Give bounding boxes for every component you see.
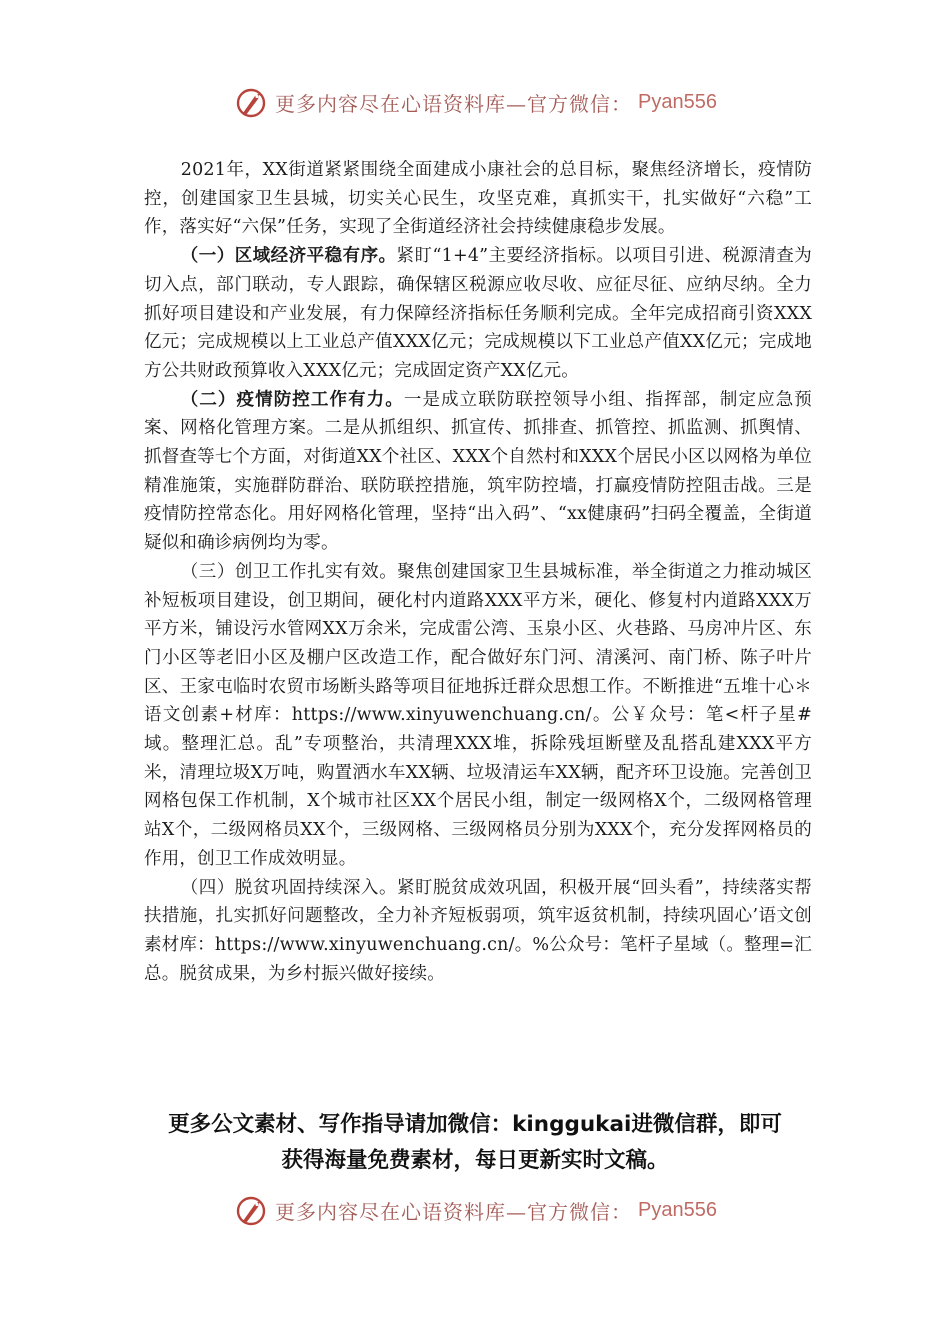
pen-nib-logo-icon <box>233 84 269 120</box>
banner-text: 更多内容尽在心语资料库—官方微信： <box>275 91 633 116</box>
paragraph-text: 紧盯“1+4”主要经济指标。以项目引进、税源清查为切入点，部门联动，专人跟踪，确保辖区税源应收尽收、应征尽征、应纳尽纳。全力抓好项目建设和产业发展，有力保障经济指标任务顺利完成。全年完成招商引资XXX亿元；完成规模以上工业总产值XXX亿元；完成规模以下工业总产值XX亿元；完成地方公共财政预算收入XXX亿元；完成固定资产XX亿元。 <box>144 246 812 381</box>
wechat-handle: Pyan556 <box>638 1198 717 1221</box>
paragraph-economy <box>144 242 812 386</box>
paragraph-poverty <box>144 874 812 989</box>
paragraph-sanitation <box>144 558 812 874</box>
footer-banner <box>0 1188 950 1232</box>
paragraph-intro <box>144 156 812 242</box>
promo-notice <box>0 1107 950 1179</box>
paragraph-text: 2021年，XX街道紧紧围绕全面建成小康社会的总目标，聚焦经济增长，疫情防控，创建国家卫生县城，切实关心民生，攻坚克难，真抓实干，扎实做好“六稳”工作，落实好“六保”任务，实现了全街道经济社会持续健康稳步发展。 <box>144 160 812 238</box>
promo-line-2: 获得海量免费素材，每日更新实时文稿。 <box>281 1148 669 1173</box>
banner-text: 更多内容尽在心语资料库—官方微信： <box>275 1199 633 1224</box>
paragraph-text: （三）创卫工作扎实有效。聚焦创建国家卫生县城标准，举全街道之力推动城区补短板项目建设，创卫期间，硬化村内道路XXX平方米，硬化、修复村内道路XXX万平方米，铺设污水管网XX万余米，完成雷公湾、玉泉小区、火巷路、马房冲片区、东门小区等老旧小区及棚户区改造工作，配合做好东门河、清溪河、南门桥、陈子叶片区、王家屯临时农贸市场断头路等项目征地拆迁群众思想工作。不断推进“五堆十心＊语文创素+材库：https://www.xinyuwenchuang.cn/。公￥众号：笔<杆子星#域。整理汇总。乱”专项整治，共清理XXX堆，拆除残垣断壁及乱搭乱建XXX平方米，清理垃圾X万吨，购置洒水车XX辆、垃圾清运车XX辆，配齐环卫设施。完善创卫网格包保工作机制，X个城市社区XX个居民小组，制定一级网格X个，二级网格管理站X个，二级网格员XX个，三级网格、三级网格员分别为XXX个，充分发挥网格员的作用，创卫工作成效明显。 <box>144 561 812 869</box>
paragraph-text: （四）脱贫巩固持续深入。紧盯脱贫成效巩固，积极开展“回头看”，持续落实帮扶措施，扎实抓好问题整改，全力补齐短板弱项，筑牢返贫机制，持续巩固心’语文创素材库：https://www.xinyuwenchuang.cn/。%公众号：笔杆子星域（。整理=汇总。脱贫成果，为乡村振兴做好接续。 <box>144 877 812 984</box>
paragraph-heading: （一）区域经济平稳有序。 <box>180 246 397 267</box>
promo-line-1: 更多公文素材、写作指导请加微信：kinggukai进微信群，即可 <box>168 1112 782 1137</box>
wechat-handle: Pyan556 <box>638 90 717 113</box>
header-banner <box>0 80 950 124</box>
paragraph-text: 一是成立联防联控领导小组、指挥部，制定应急预案、网格化管理方案。二是从抓组织、抓宣传、抓排查、抓管控、抓监测、抓舆情、抓督查等七个方面，对街道XX个社区、XXX个自然村和XXX个居民小区以网格为单位精准施策，实施群防群治、联防联控措施，筑牢防控墙，打赢疫情防控阻击战。三是疫情防控常态化。用好网格化管理，坚持“出入码”、“xx健康码”扫码全覆盖，全街道疑似和确诊病例均为零。 <box>144 389 812 554</box>
document-body <box>144 156 812 988</box>
pen-nib-logo-icon <box>233 1192 269 1228</box>
paragraph-epidemic <box>144 386 812 558</box>
paragraph-heading: （二）疫情防控工作有力。 <box>180 389 404 410</box>
